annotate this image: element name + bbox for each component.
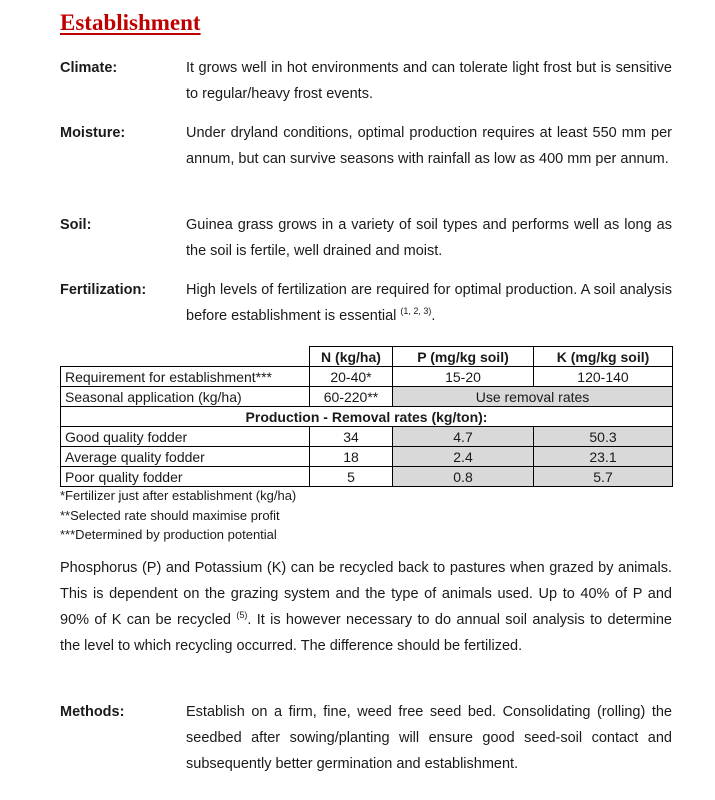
table-row xyxy=(61,427,673,447)
climate-label: Climate: xyxy=(60,60,118,76)
table-footnotes xyxy=(60,486,296,545)
methods-label: Methods: xyxy=(60,704,125,720)
cell-n: 18 xyxy=(310,447,393,467)
cell-p: 0.8 xyxy=(393,467,534,487)
table-row xyxy=(61,447,673,467)
removal-rates-subheader: Production - Removal rates (kg/ton): xyxy=(61,407,673,427)
cell-p: 4.7 xyxy=(393,427,534,447)
soil-text: Guinea grass grows in a variety of soil types and performs well as long as the soil is fertile, well drained and moist. xyxy=(186,217,672,259)
cell-n: 5 xyxy=(310,467,393,487)
cell-k: 50.3 xyxy=(534,427,673,447)
col-header-k: K (mg/kg soil) xyxy=(534,347,673,367)
row-label: Good quality fodder xyxy=(61,427,310,447)
cell-pk-merged: Use removal rates xyxy=(393,387,673,407)
recycling-text-part1: Phosphorus (P) and Potassium (K) can be recycled back to pastures when grazed by animals. This is dependent on the grazing system and the type of animals used. Up to 40% of P and 90% of K can be recycled xyxy=(60,560,672,628)
fertilization-label: Fertilization: xyxy=(60,282,147,298)
table-header-row xyxy=(61,347,673,367)
fertilization-text-block xyxy=(186,277,672,329)
table-row xyxy=(61,387,673,407)
cell-p: 15-20 xyxy=(393,367,534,387)
cell-n: 60-220** xyxy=(310,387,393,407)
fertilization-reference: (1, 2, 3) xyxy=(400,306,432,316)
cell-k: 5.7 xyxy=(534,467,673,487)
row-label: Seasonal application (kg/ha) xyxy=(61,387,310,407)
fertilizer-table xyxy=(60,346,673,487)
row-label: Poor quality fodder xyxy=(61,467,310,487)
cell-k: 23.1 xyxy=(534,447,673,467)
fertilization-tail: . xyxy=(431,308,436,324)
footnote: *Fertilizer just after establishment (kg/ha) xyxy=(60,488,297,503)
cell-n: 20-40* xyxy=(310,367,393,387)
moisture-text: Under dryland conditions, optimal production requires at least 550 mm per annum, but can survive seasons with rainfall as low as 400 mm per annum. xyxy=(186,125,672,167)
table-subheader-row xyxy=(61,407,673,427)
col-header-n: N (kg/ha) xyxy=(310,347,393,367)
page-heading: Establishment xyxy=(60,10,201,35)
cell-p: 2.4 xyxy=(393,447,534,467)
table-corner xyxy=(61,347,310,367)
moisture-label: Moisture: xyxy=(60,125,126,141)
cell-n: 34 xyxy=(310,427,393,447)
row-label: Requirement for establishment*** xyxy=(61,367,310,387)
footnote: **Selected rate should maximise profit xyxy=(60,507,280,523)
row-label: Average quality fodder xyxy=(61,447,310,467)
cell-k: 120-140 xyxy=(534,367,673,387)
footnote: ***Determined by production potential xyxy=(60,527,277,542)
recycling-text-part2: . It is however necessary to do annual soil analysis to determine the level to which recycling occurred. The difference should be fertilized. xyxy=(60,612,672,654)
methods-text: Establish on a firm, fine, weed free seed bed. Consolidating (rolling) the seedbed after sowing/planting will ensure good seed-soil contact and subsequently better germination and establishment. xyxy=(186,704,672,772)
col-header-p: P (mg/kg soil) xyxy=(393,347,534,367)
recycling-reference: (5) xyxy=(236,610,248,620)
table-row xyxy=(61,367,673,387)
soil-label: Soil: xyxy=(60,217,92,233)
recycling-paragraph xyxy=(60,555,672,659)
fertilization-text: High levels of fertilization are required for optimal production. A soil analysis before establishment is essential xyxy=(186,282,672,324)
climate-text: It grows well in hot environments and can tolerate light frost but is sensitive to regular/heavy frost events. xyxy=(186,60,672,102)
table-row xyxy=(61,467,673,487)
